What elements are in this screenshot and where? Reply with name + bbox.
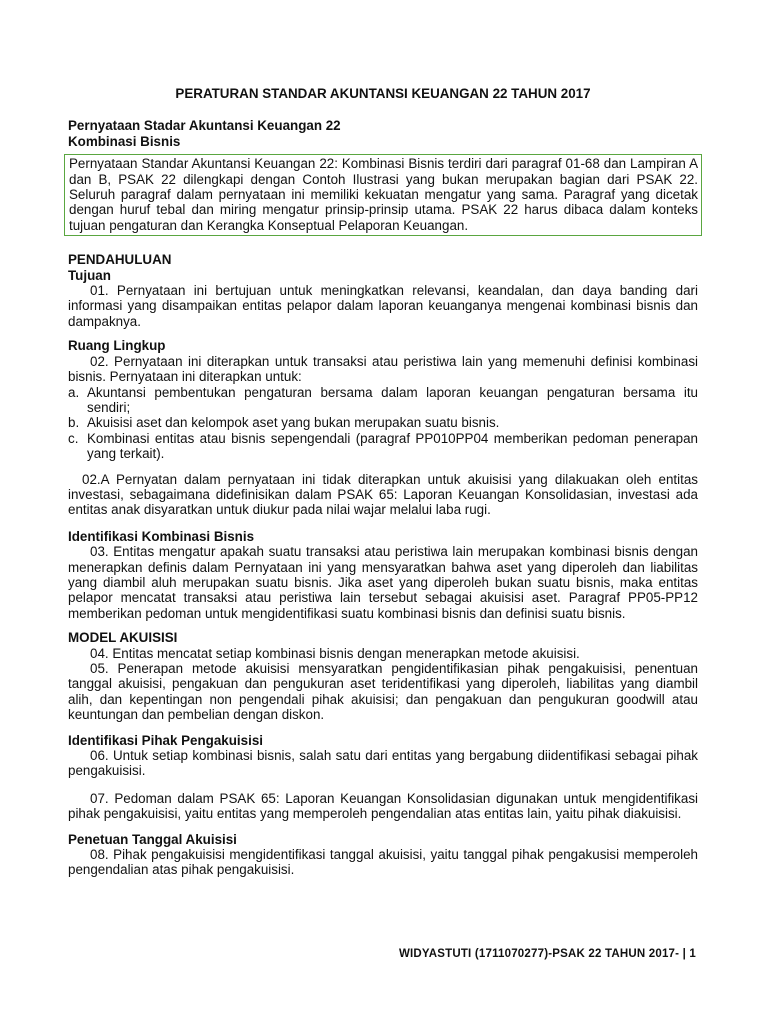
page-footer: WIDYASTUTI (1711070277)-PSAK 22 TAHUN 2017- | 1 xyxy=(398,948,696,960)
list-item xyxy=(68,431,698,462)
paragraph-01: 01. Pernyataan ini bertujuan untuk meningkatkan relevansi, keandalan, dan daya banding dari informasi yang disampaikan entitas pelapor dalam laporan keuanganya mengenai kombinasi bisnis dan dampaknya. xyxy=(68,283,698,329)
paragraph-08: 08. Pihak pengakuisisi mengidentifikasi tanggal akuisisi, yaitu tanggal pihak pengakusisi memperoleh pengendalian atas pihak pengakuisisi. xyxy=(68,847,698,878)
heading-pendahuluan: PENDAHULUAN xyxy=(68,252,172,268)
list-label: b. xyxy=(68,415,80,431)
heading-model-akuisisi: MODEL AKUISISI xyxy=(68,630,178,646)
list-item xyxy=(68,415,698,430)
paragraph-03: 03. Entitas mengatur apakah suatu transaksi atau peristiwa lain merupakan kombinasi bisnis dengan menerapkan definis dalam Pernyataan ini yang mensyaratkan bahwa aset yang diperoleh dan liabilitas yang diambil aluh merupakan suatu bisnis. Jika aset yang diperoleh bukan suatu bisnis, maka entitas pelapor mencatat transaksi atau peristiwa lain tersebut sebagai akuisisi aset. Paragraf PP05-PP12 memberikan pedoman untuk mengidentifikasi suatu kombinasi bisnis dan definisi suatu bisnis. xyxy=(68,544,698,621)
heading-identifikasi-pihak-pengakuisisi: Identifikasi Pihak Pengakuisisi xyxy=(68,732,263,748)
page-content xyxy=(68,86,698,878)
subtitle-standard: Pernyataan Stadar Akuntansi Keuangan 22 xyxy=(68,118,341,134)
list-text: Kombinasi entitas atau bisnis sepengendali (paragraf PP010PP04 memberikan pedoman penerapan yang terkait). xyxy=(87,430,698,462)
paragraph-04: 04. Entitas mencatat setiap kombinasi bisnis dengan menerapkan metode akuisisi. xyxy=(90,645,580,661)
list-label: c. xyxy=(68,430,79,446)
scope-list xyxy=(68,385,698,462)
paragraph-05: 05. Penerapan metode akuisisi mensyaratkan pengidentifikasian pihak pengakuisisi, penentuan tanggal akuisisi, pengakuan dan pengukuran aset teridentifikasi yang diperoleh, liabilitas yang diambil alih, dan kepentingan non pengendali pihak akuisisi; dan pengakuan dan pengukuran goodwill atau keuntungan dan pembelian dengan diskon. xyxy=(68,661,698,723)
paragraph-02: 02. Pernyataan ini diterapkan untuk transaksi atau peristiwa lain yang memenuhi definisi kombinasi bisnis. Pernyataan ini diterapkan untuk: xyxy=(68,353,698,385)
heading-identifikasi-kombinasi-bisnis: Identifikasi Kombinasi Bisnis xyxy=(68,528,255,544)
heading-tujuan: Tujuan xyxy=(68,267,111,283)
list-item xyxy=(68,385,698,416)
heading-ruang-lingkup: Ruang Lingkup xyxy=(68,338,166,354)
heading-penetuan-tanggal-akuisisi: Penetuan Tanggal Akuisisi xyxy=(68,831,237,847)
page-title: PERATURAN STANDAR AKUNTANSI KEUANGAN 22 TAHUN 2017 xyxy=(175,86,591,101)
list-text: Akuisisi aset dan kelompok aset yang bukan merupakan suatu bisnis. xyxy=(87,415,500,431)
list-text: Akuntansi pembentukan pengaturan bersama dalam laporan keuangan pengaturan bersama itu sendiri; xyxy=(87,384,698,415)
intro-box: Pernyataan Standar Akuntansi Keuangan 22: Kombinasi Bisnis terdiri dari paragraf 01-68 dan Lampiran A dan B, PSAK 22 dilengkapi dengan Contoh Ilustrasi yang bukan merupakan bagian dari PSAK 22. Seluruh paragraf dalam pernyataan ini memiliki kekuatan mengatur yang sama. Paragraf yang dicetak dengan huruf tebal dan miring mengatur prinsip-prinsip utama. PSAK 22 harus dibaca dalam konteks tujuan pengaturan dan Kerangka Konseptual Pelaporan Keuangan. xyxy=(64,154,702,236)
paragraph-06: 06. Untuk setiap kombinasi bisnis, salah satu dari entitas yang bergabung diidentifikasi sebagai pihak pengakuisisi. xyxy=(68,748,698,779)
subtitle-topic: Kombinasi Bisnis xyxy=(68,133,181,149)
list-label: a. xyxy=(68,384,80,400)
paragraph-07: 07. Pedoman dalam PSAK 65: Laporan Keuangan Konsolidasian digunakan untuk mengidentifikasi pihak pengakuisisi, yaitu entitas yang memperoleh pengendalian atas entitas lain, yaitu pihak diakuisisi. xyxy=(68,790,698,822)
paragraph-02a: 02.A Pernyatan dalam pernyataan ini tidak diterapkan untuk akuisisi yang dilakuakan oleh entitas investasi, sebagaimana didefinisikan dalam PSAK 65: Laporan Keuangan Konsolidasian, investasi ada entitas anak disyaratkan untuk diukur pada nilai wajar melalui laba rugi. xyxy=(68,471,698,518)
